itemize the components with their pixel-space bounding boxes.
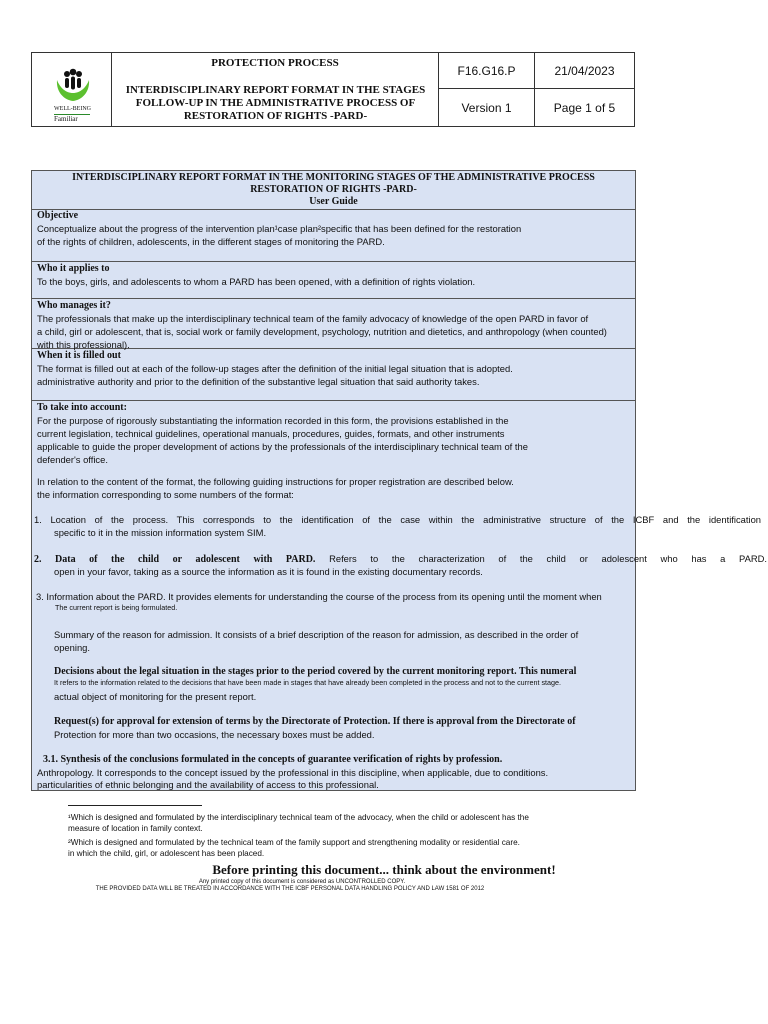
item-3-line: 3. Information about the PARD. It provides elements for understanding the course of the process from its opening until the moment when xyxy=(36,591,602,602)
code-cell xyxy=(439,53,535,89)
decisions-line: actual object of monitoring for the present report. xyxy=(54,691,257,702)
objective-line: of the rights of children, adolescents, in the different stages of monitoring the PARD. xyxy=(37,236,385,247)
guide-heading-line: User Guide xyxy=(309,196,358,207)
manages-line: The professionals that make up the interdisciplinary technical team of the family advocacy of knowledge of the open PARD in favor of xyxy=(37,313,589,324)
account-intro xyxy=(32,475,514,501)
footnote-rule xyxy=(68,805,202,806)
report-title-line: FOLLOW-UP IN THE ADMINISTRATIVE PROCESS OF xyxy=(135,97,416,109)
account-line: For the purpose of rigorously substantiating the information recorded in this form, the provisions established in the xyxy=(37,415,509,426)
document-date: 21/04/2023 xyxy=(554,63,615,78)
guide-heading xyxy=(32,171,635,210)
item-2-line-2: open in your favor, taking as a source the information as it is found in the existing documentary records. xyxy=(54,566,483,577)
filled-title: When it is filled out xyxy=(37,350,121,361)
item-3-line-2: The current report is being formulated. xyxy=(55,603,178,612)
manages-line: a child, girl or adolescent, that is, social work or family development, psychology, nutrition and dietetics, and anthropology (when counted) xyxy=(37,326,607,337)
objective-section xyxy=(32,210,635,262)
summary-line: Summary of the reason for admission. It consists of a brief description of the reason for admission, as described in the order of xyxy=(54,629,579,640)
item-2-label: 2. Data of the child or adolescent with PARD. xyxy=(34,554,316,565)
data-policy-notice: THE PROVIDED DATA WILL BE TREATED IN ACCORDANCE WITH THE ICBF PERSONAL DATA HANDLING POLICY AND LAW 1581 OF 2012 xyxy=(95,886,485,892)
document-code: F16.G16.P xyxy=(457,63,516,78)
filled-line: administrative authority and prior to the definition of the substantive legal situation that said authority takes. xyxy=(37,376,480,387)
guide-heading-line: INTERDISCIPLINARY REPORT FORMAT IN THE MONITORING STAGES OF THE ADMINISTRATIVE PROCESS xyxy=(72,172,595,183)
item-2-text: Refers to the characterization of the child or adolescent who has a PARD. xyxy=(315,553,767,564)
objective-line: Conceptualize about the progress of the intervention plan¹case plan²specific that has been defined for the restoration xyxy=(37,223,522,234)
manages-line: with this professional). xyxy=(37,339,130,350)
date-cell xyxy=(535,53,634,89)
footnote-1-line: measure of location in family context. xyxy=(68,824,203,833)
footnote-2-line: in which the child, girl, or adolescent has been placed. xyxy=(68,849,265,858)
report-title-line: INTERDISCIPLINARY REPORT FORMAT IN THE STAGES xyxy=(125,84,426,96)
applies-title: Who it applies to xyxy=(37,263,110,274)
footnote-1 xyxy=(68,812,588,834)
account-line: defender's office. xyxy=(37,454,108,465)
account-title: To take into account: xyxy=(37,402,127,413)
objective-text xyxy=(32,222,635,248)
decisions-heading: Decisions about the legal situation in the stages prior to the period covered by the current monitoring report. This numeral xyxy=(54,666,577,677)
decisions-note: It refers to the information related to the decisions that have been made in stages that have already been completed in the process and not to the current stage. xyxy=(54,678,562,687)
account-intro-line: In relation to the content of the format, the following guiding instructions for proper registration are described below. xyxy=(37,476,514,487)
title-cell xyxy=(112,53,439,126)
manages-title: Who manages it? xyxy=(37,300,111,311)
environment-notice: Before printing this document... think about the environment! xyxy=(212,862,556,877)
guide-heading-line: RESTORATION OF RIGHTS -PARD- xyxy=(250,184,417,195)
synthesis-line: particularities of ethnic belonging and the availability of access to this professional. xyxy=(37,779,379,790)
manages-text xyxy=(32,312,635,351)
user-guide-box xyxy=(31,170,767,791)
document-version: Version 1 xyxy=(461,100,512,115)
objective-title: Objective xyxy=(37,210,79,221)
page-number: Page 1 of 5 xyxy=(553,100,616,115)
item-1-line: 1. Location of the process. This corresponds to the identification of the case within the administrative structure of the ICBF and the identification xyxy=(34,514,761,525)
account-intro-line: the information corresponding to some numbers of the format: xyxy=(37,489,294,500)
filled-line: The format is filled out at each of the follow-up stages after the definition of the initial legal situation that is adopted. xyxy=(37,363,513,374)
account-line: applicable to guide the proper development of actions by the professionals of the interdisciplinary technical team of the xyxy=(37,441,528,452)
logo-cell xyxy=(32,53,112,126)
icbf-logo-icon xyxy=(54,68,92,106)
report-title xyxy=(118,84,433,123)
applies-text: To the boys, girls, and adolescents to whom a PARD has been opened, with a definition of rights violation. xyxy=(37,276,476,287)
report-title-line: RESTORATION OF RIGHTS -PARD- xyxy=(183,110,368,122)
process-title: PROTECTION PROCESS xyxy=(211,57,339,69)
logo-subtitle: Familiar xyxy=(54,114,90,123)
request-line: Protection for more than two occasions, the necessary boxes must be added. xyxy=(54,729,375,740)
footnote-2 xyxy=(68,837,588,859)
account-line: current legislation, technical guidelines, operational manuals, procedures, guides, formats, and other instruments xyxy=(37,428,505,439)
filled-section xyxy=(32,349,635,401)
logo-name: WELL-BEING xyxy=(54,106,91,112)
footnote-2-line: ²Which is designed and formulated by the technical team of the family support and strengthening modality or residential care. xyxy=(68,838,520,847)
document-header xyxy=(31,52,635,127)
footnote-1-line: ¹Which is designed and formulated by the interdisciplinary technical team of the advocacy, when the child or adolescent has the xyxy=(68,813,529,822)
uncontrolled-copy-notice: Any printed copy of this document is considered as UNCONTROLLED COPY. xyxy=(198,879,406,885)
account-section xyxy=(32,401,767,790)
item-2-line xyxy=(34,552,767,566)
applies-section xyxy=(32,262,635,299)
summary-line: opening. xyxy=(54,642,90,653)
synthesis-heading: 3.1. Synthesis of the conclusions formulated in the concepts of guarantee verification of rights by profession. xyxy=(43,754,503,765)
manages-section xyxy=(32,299,635,349)
filled-text xyxy=(32,362,635,388)
request-heading: Request(s) for approval for extension of terms by the Directorate of Protection. If there is approval from the Directorate of xyxy=(54,716,576,727)
version-cell xyxy=(439,89,535,126)
synthesis-line: Anthropology. It corresponds to the concept issued by the professional in this discipline, when applicable, due to conditions. xyxy=(37,767,549,778)
item-1-line-2: specific to it in the mission information system SIM. xyxy=(54,527,267,538)
page-cell xyxy=(535,89,634,126)
account-text xyxy=(32,414,635,466)
